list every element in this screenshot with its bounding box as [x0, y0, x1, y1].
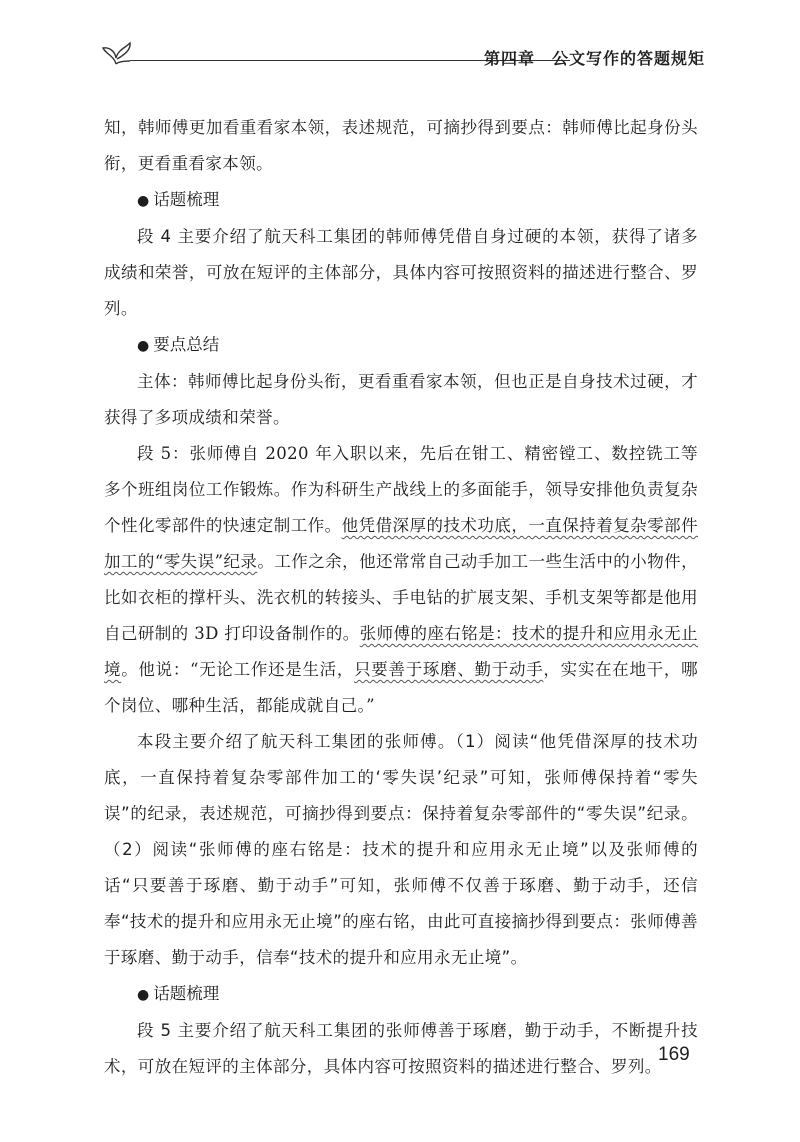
paragraph: 段 4 主要介绍了航天科工集团的韩师傅凭借自身过硬的本领，获得了诸多成绩和荣誉，可放在短评的主体部分，具体内容可按照资料的描述进行整合、罗列。 [104, 227, 698, 318]
running-header [100, 38, 720, 78]
section-heading [104, 327, 698, 364]
paragraph: 本段主要介绍了航天科工集团的张师傅。（1）阅读“他凭借深厚的技术功底，一直保持着复杂零部件加工的‘零失误’纪录”可知，张师傅保持着“零失误”的纪录，表述规范，可摘抄得到要点：保持着复杂零部件的“零失误”纪录。（2）阅读“张师傅的座右铭是：技术的提升和应用永无止境”以及张师傅的话“只要善于琢磨、勤于动手”可知，张师傅不仅善于琢磨、勤于动手，还信奉“技术的提升和应用永无止境”的座右铭，由此可直接摘抄得到要点：张师傅善于琢磨、勤于动手，信奉“技术的提升和应用永无止境”。 [104, 732, 698, 967]
heading-text: 话题梳理 [153, 190, 220, 209]
chapter-title: 公文写作的答题规矩 [552, 49, 706, 68]
paragraph: 主体：韩师傅比起身份头衔，更看重看家本领，但也正是自身技术过硬，才获得了多项成绩和荣誉。 [104, 372, 698, 427]
bullet-icon: ● [137, 987, 150, 1003]
heading-text: 话题梳理 [153, 984, 220, 1003]
chapter-label: 第四章 [484, 49, 536, 68]
section-heading [104, 182, 698, 219]
paragraph: 知，韩师傅更加看重看家本领，表述规范，可摘抄得到要点：韩师傅比起身份头衔，更看重看家本领。 [104, 118, 698, 173]
heading-text: 要点总结 [153, 335, 220, 354]
wavy-underlined-text: 张师傅的座右铭是：技术的提升和应用永无止境 [104, 624, 698, 679]
bullet-icon: ● [137, 193, 150, 209]
page-body [104, 110, 698, 1085]
wavy-underlined-text: 他凭借深厚的技术功底，一直保持着复杂零部件加工的“零失误”纪录 [104, 516, 698, 571]
source-paragraph [104, 436, 698, 724]
source-text: 。他说：“无论工作还是生活， [121, 660, 355, 679]
source-text: ，实实在在地干，哪个岗位、哪种生活，都能成就自己。” [104, 660, 698, 715]
wavy-underlined-text: 只要善于琢磨、勤于动手 [354, 660, 544, 679]
paragraph: 段 5 主要介绍了航天科工集团的张师傅善于琢磨，勤于动手，不断提升技术，可放在短评的主体部分，具体内容可按照资料的描述进行整合、罗列。 [104, 1021, 698, 1076]
source-text: 段 5：张师傅自 2020 年入职以来，先后在钳工、精密镗工、数控铣工等多个班组岗位工作锻炼。作为科研生产战线上的多面能手，领导安排他负责复杂个性化零部件的快速定制工作。 [104, 444, 698, 535]
leaf-ornament-icon [100, 38, 134, 68]
section-heading [104, 976, 698, 1013]
page-number: 169 [658, 1044, 690, 1065]
source-text: 。工作之余，他还常常自己动手加工一些生活中的小物件，比如衣柜的撑杆头、洗衣机的转接头、手电钻的扩展支架、手机支架等都是他用自己研制的 3D 打印设备制作的。 [104, 552, 699, 643]
bullet-icon: ● [137, 338, 150, 354]
